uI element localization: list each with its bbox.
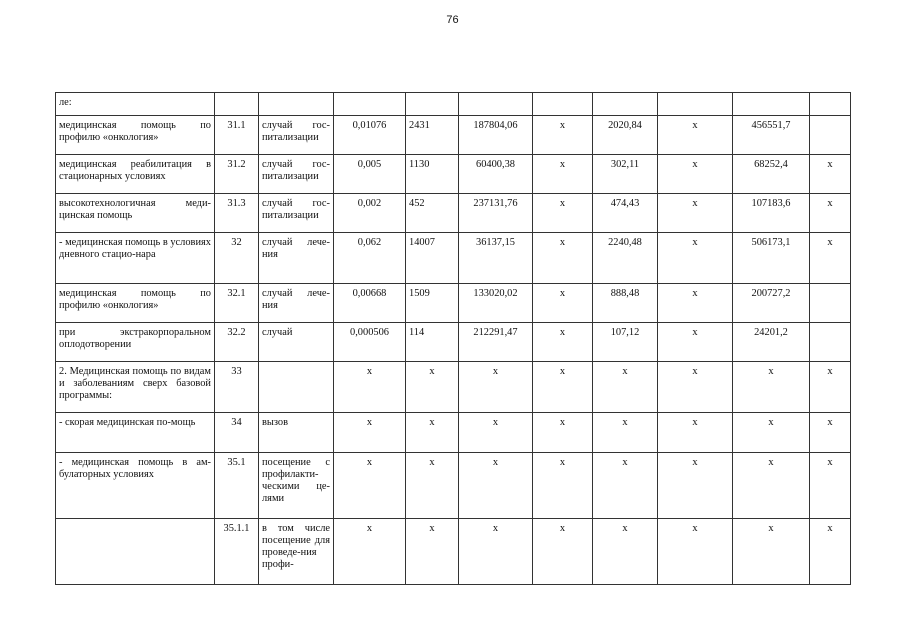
cell-value: 2431	[406, 116, 459, 155]
cell-value: х	[593, 453, 658, 519]
cell-value: х	[334, 362, 406, 413]
cell-value: 302,11	[593, 155, 658, 194]
page-number: 76	[446, 14, 459, 26]
cell-value: х	[533, 233, 593, 284]
row-name: 2. Медицинская помощь по видам и заболеваниям сверх базовой программы:	[56, 362, 215, 413]
cell-value: х	[533, 413, 593, 453]
row-name: - скорая медицинская по-мощь	[56, 413, 215, 453]
row-unit: в том числе посещение для проведе-ния профи-	[259, 519, 334, 585]
cell-value: 0,002	[334, 194, 406, 233]
table-row	[56, 362, 851, 413]
table-row	[56, 323, 851, 362]
cell-value: х	[658, 155, 733, 194]
cell-value: 237131,76	[459, 194, 533, 233]
cell-value: 0,00668	[334, 284, 406, 323]
cell-value: х	[658, 116, 733, 155]
cell-value: х	[406, 519, 459, 585]
cell-value	[593, 93, 658, 116]
table-row	[56, 155, 851, 194]
row-name: медицинская помощь по профилю «онкология»	[56, 284, 215, 323]
table-row	[56, 519, 851, 585]
cell-value: х	[459, 362, 533, 413]
cell-value: 133020,02	[459, 284, 533, 323]
cell-value: х	[733, 453, 810, 519]
cell-value: 212291,47	[459, 323, 533, 362]
table-row	[56, 233, 851, 284]
cell-value: 107183,6	[733, 194, 810, 233]
row-unit: случай гос-питализации	[259, 155, 334, 194]
cell-value: х	[658, 194, 733, 233]
cell-value: 2240,48	[593, 233, 658, 284]
row-code: 31.2	[215, 155, 259, 194]
row-name: ле:	[56, 93, 215, 116]
cell-value: х	[658, 362, 733, 413]
cell-value: х	[658, 233, 733, 284]
row-code: 34	[215, 413, 259, 453]
row-code: 32.1	[215, 284, 259, 323]
cell-value: х	[533, 519, 593, 585]
row-unit: случай	[259, 323, 334, 362]
row-unit: случай гос-питализации	[259, 116, 334, 155]
row-code: 32.2	[215, 323, 259, 362]
cell-value	[658, 93, 733, 116]
cell-value: х	[733, 413, 810, 453]
data-table	[55, 92, 851, 585]
table-row	[56, 194, 851, 233]
cell-value: х	[406, 453, 459, 519]
cell-value: х	[334, 519, 406, 585]
row-code: 31.3	[215, 194, 259, 233]
cell-value: 24201,2	[733, 323, 810, 362]
cell-value: х	[593, 362, 658, 413]
cell-value: 60400,38	[459, 155, 533, 194]
cell-value: 114	[406, 323, 459, 362]
cell-value: х	[334, 413, 406, 453]
cell-value: х	[733, 519, 810, 585]
cell-value: 0,000506	[334, 323, 406, 362]
row-code: 33	[215, 362, 259, 413]
cell-value	[810, 323, 851, 362]
cell-value: 14007	[406, 233, 459, 284]
cell-value	[733, 93, 810, 116]
row-name: высокотехнологичная меди-цинская помощь	[56, 194, 215, 233]
cell-value: 452	[406, 194, 459, 233]
cell-value	[406, 93, 459, 116]
row-code: 32	[215, 233, 259, 284]
row-code	[215, 93, 259, 116]
cell-value: х	[810, 519, 851, 585]
cell-value: х	[810, 155, 851, 194]
cell-value: х	[810, 194, 851, 233]
row-code: 35.1	[215, 453, 259, 519]
cell-value	[810, 116, 851, 155]
row-unit	[259, 93, 334, 116]
row-unit	[259, 362, 334, 413]
row-name: медицинская реабилитация в стационарных условиях	[56, 155, 215, 194]
cell-value: х	[658, 284, 733, 323]
cell-value: х	[533, 194, 593, 233]
cell-value: 68252,4	[733, 155, 810, 194]
cell-value: х	[533, 155, 593, 194]
cell-value: 107,12	[593, 323, 658, 362]
cell-value: 506173,1	[733, 233, 810, 284]
cell-value: х	[810, 233, 851, 284]
cell-value: х	[593, 519, 658, 585]
cell-value: х	[459, 453, 533, 519]
table-row	[56, 116, 851, 155]
cell-value: х	[658, 453, 733, 519]
cell-value: х	[406, 413, 459, 453]
cell-value: х	[533, 323, 593, 362]
table-row	[56, 284, 851, 323]
cell-value: 1130	[406, 155, 459, 194]
cell-value: 200727,2	[733, 284, 810, 323]
cell-value: х	[733, 362, 810, 413]
row-name: медицинская помощь по профилю «онкология»	[56, 116, 215, 155]
row-unit: случай лече-ния	[259, 284, 334, 323]
row-code: 35.1.1	[215, 519, 259, 585]
table-row	[56, 93, 851, 116]
cell-value: 888,48	[593, 284, 658, 323]
cell-value: 456551,7	[733, 116, 810, 155]
cell-value: х	[459, 519, 533, 585]
cell-value	[459, 93, 533, 116]
cell-value: х	[533, 362, 593, 413]
row-unit: случай гос-питализации	[259, 194, 334, 233]
row-name	[56, 519, 215, 585]
cell-value: х	[334, 453, 406, 519]
row-unit: случай лече-ния	[259, 233, 334, 284]
cell-value	[533, 93, 593, 116]
row-name: при экстракорпоральном оплодотворении	[56, 323, 215, 362]
cell-value: 474,43	[593, 194, 658, 233]
cell-value: х	[810, 362, 851, 413]
cell-value: х	[459, 413, 533, 453]
cell-value: 0,062	[334, 233, 406, 284]
row-name: - медицинская помощь в условиях дневного стацио-нара	[56, 233, 215, 284]
cell-value: 2020,84	[593, 116, 658, 155]
cell-value: 0,005	[334, 155, 406, 194]
cell-value: 0,01076	[334, 116, 406, 155]
table-row	[56, 413, 851, 453]
cell-value: х	[533, 284, 593, 323]
cell-value	[334, 93, 406, 116]
cell-value: х	[658, 413, 733, 453]
row-unit: посещение с профилакти-ческими це-лями	[259, 453, 334, 519]
cell-value: 36137,15	[459, 233, 533, 284]
cell-value: х	[658, 323, 733, 362]
cell-value: х	[533, 116, 593, 155]
cell-value: 1509	[406, 284, 459, 323]
cell-value: х	[593, 413, 658, 453]
cell-value: х	[658, 519, 733, 585]
cell-value: х	[533, 453, 593, 519]
cell-value	[810, 93, 851, 116]
cell-value: х	[406, 362, 459, 413]
row-unit: вызов	[259, 413, 334, 453]
cell-value: 187804,06	[459, 116, 533, 155]
table-row	[56, 453, 851, 519]
cell-value: х	[810, 453, 851, 519]
cell-value: х	[810, 413, 851, 453]
row-code: 31.1	[215, 116, 259, 155]
row-name: - медицинская помощь в ам-булаторных условиях	[56, 453, 215, 519]
cell-value	[810, 284, 851, 323]
